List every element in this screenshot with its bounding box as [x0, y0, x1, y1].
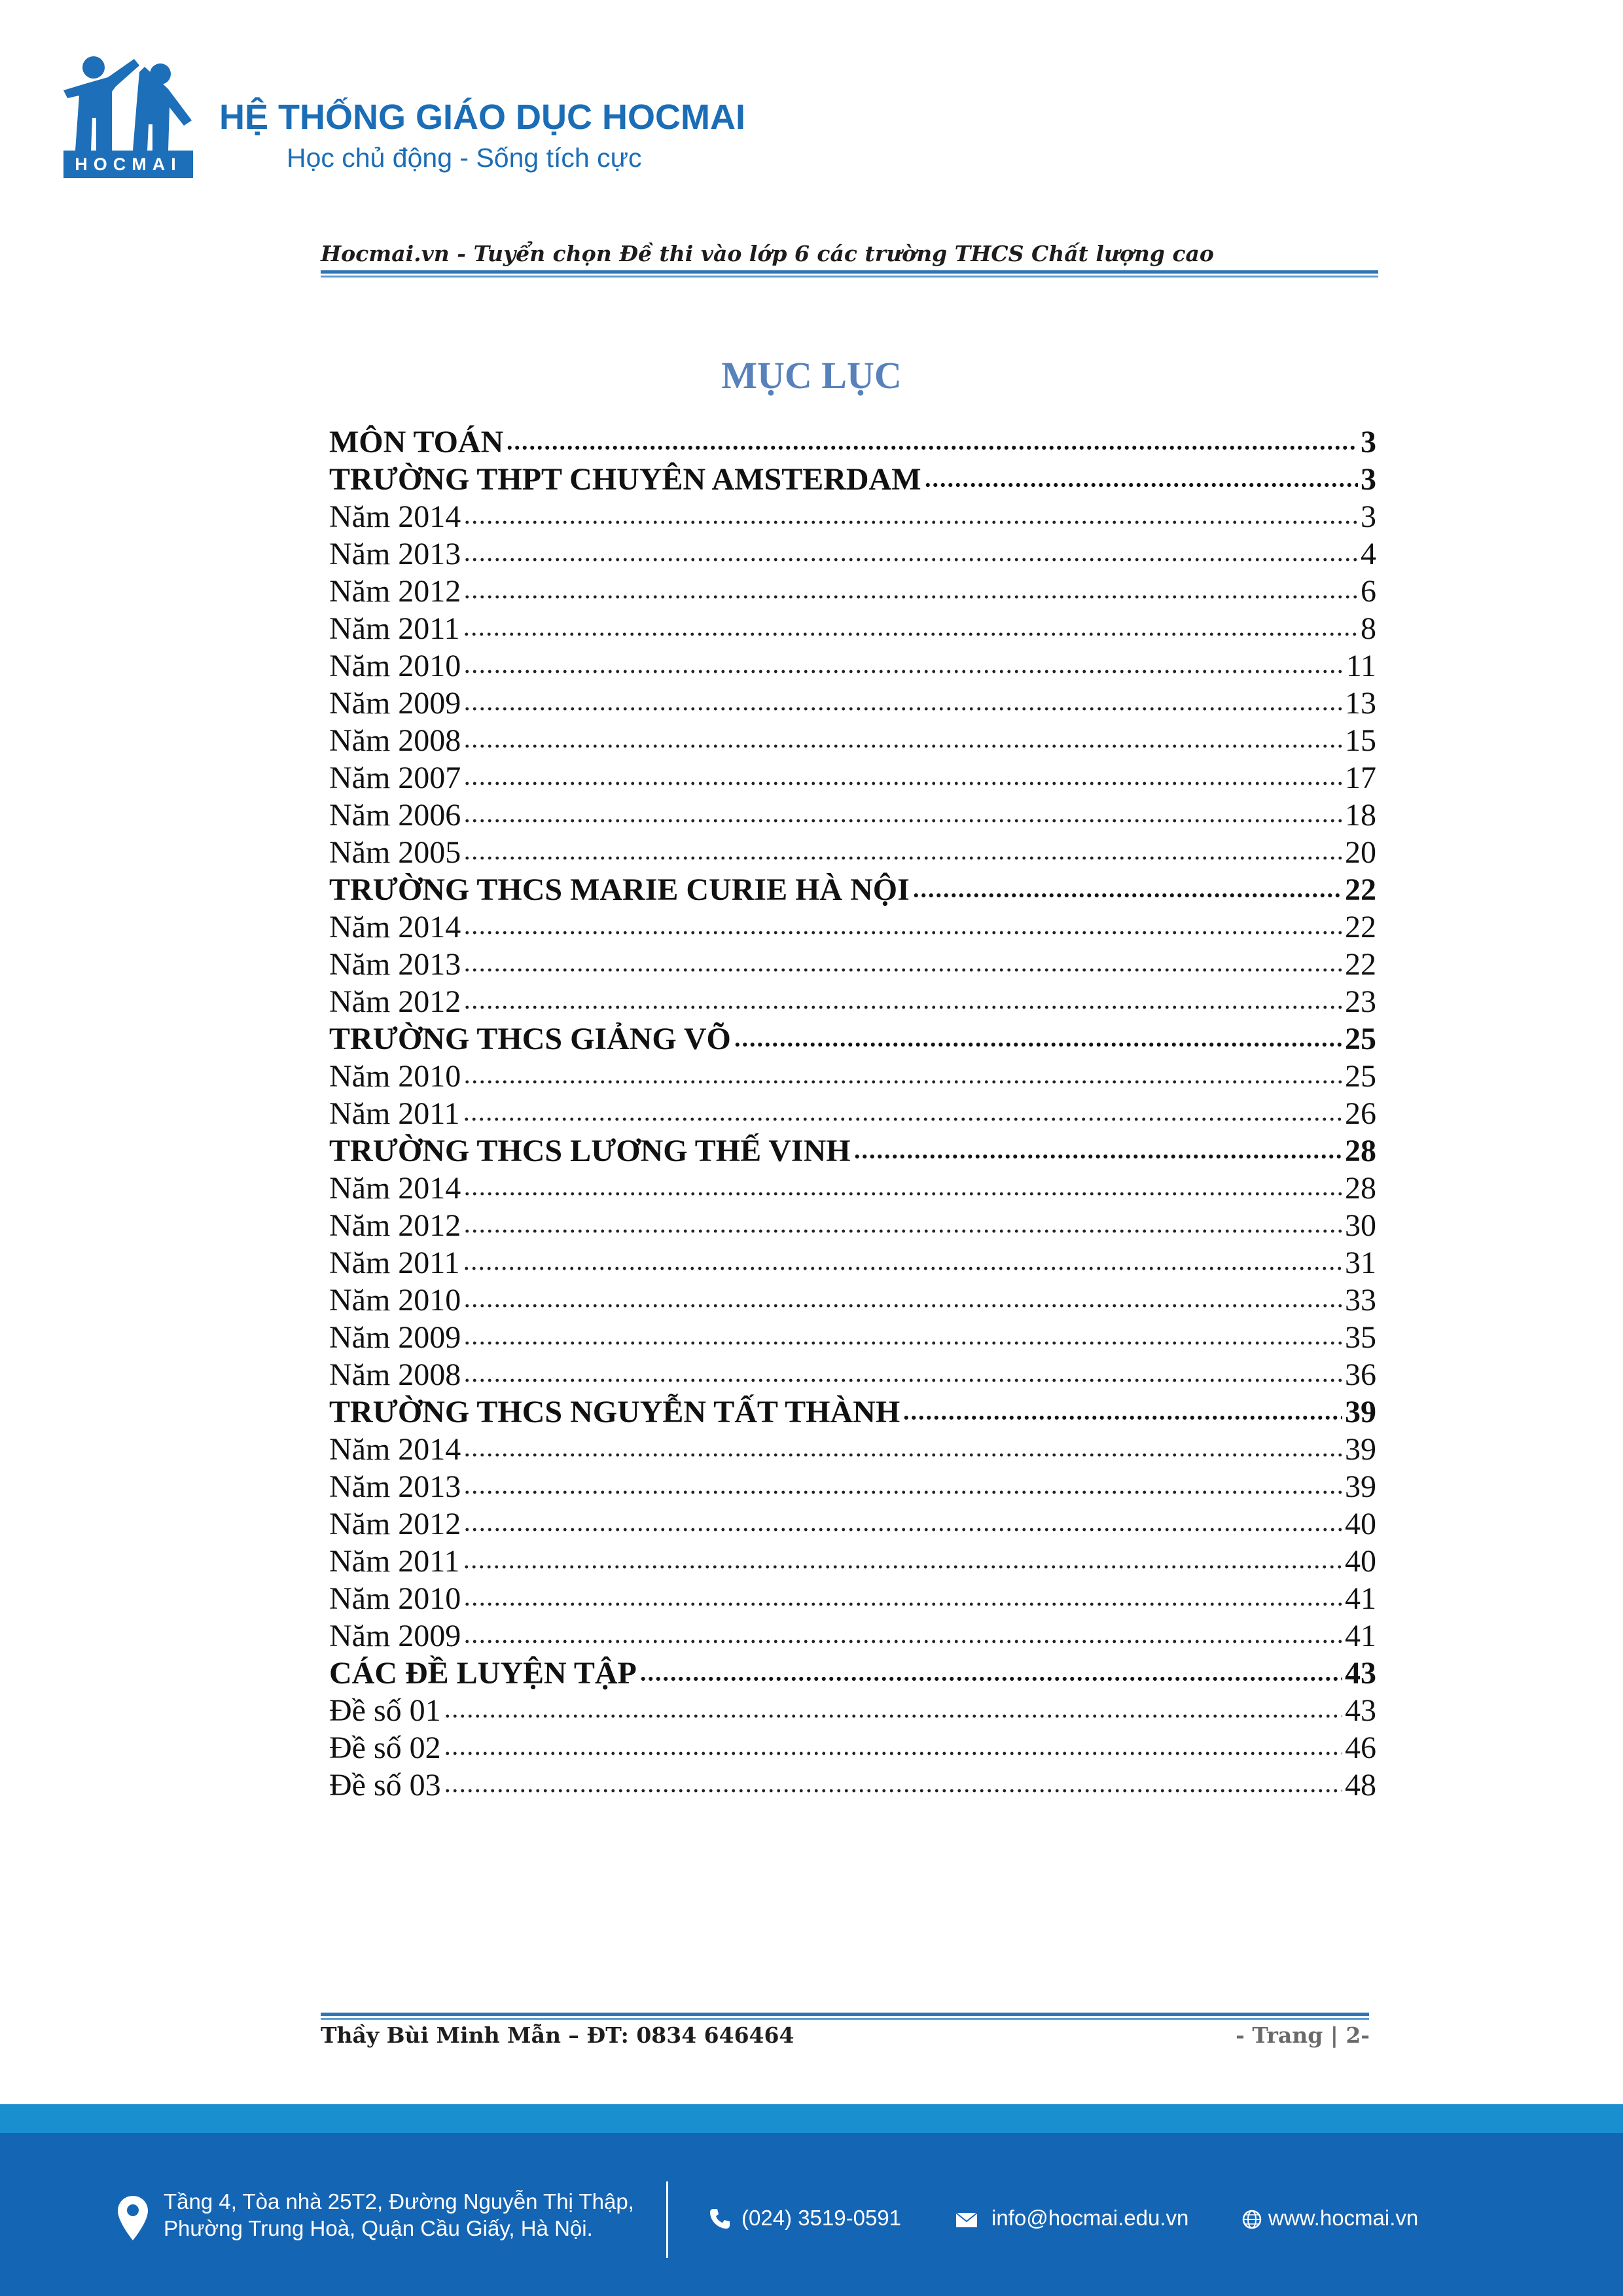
toc-entry-page: 3 [1361, 462, 1376, 497]
toc-dot-leader [463, 630, 1358, 639]
toc-entry-page: 13 [1345, 686, 1376, 721]
address-line-2: Phường Trung Hoà, Quận Cầu Giấy, Hà Nội. [164, 2216, 593, 2240]
toc-entry[interactable] [329, 1580, 1376, 1617]
toc-entry[interactable] [329, 1282, 1376, 1319]
toc-entry-page: 48 [1345, 1768, 1376, 1803]
toc-entry-label: Năm 2013 [329, 537, 461, 571]
toc-entry-page: 15 [1345, 723, 1376, 758]
toc-dot-leader [463, 1562, 1342, 1571]
toc-entry-page: 39 [1345, 1432, 1376, 1467]
toc-dot-leader [463, 816, 1342, 825]
toc-entry-page: 4 [1361, 537, 1376, 571]
toc-dot-leader [463, 1301, 1342, 1310]
toc-entry-page: 11 [1346, 649, 1376, 683]
toc-dot-leader [463, 592, 1358, 601]
toc-entry-label: Năm 2014 [329, 1171, 461, 1206]
toc-entry-label: Năm 2012 [329, 574, 461, 609]
toc-entry-label: Đề số 01 [329, 1693, 441, 1728]
toc-entry-page: 28 [1345, 1134, 1376, 1168]
toc-entry-label: Năm 2010 [329, 1581, 461, 1616]
toc-entry-page: 40 [1345, 1544, 1376, 1579]
toc-entry-page: 22 [1345, 872, 1376, 907]
header-rule [321, 270, 1378, 274]
running-header: Hocmai.vn - Tuyển chọn Đề thi vào lớp 6 các trường THCS Chất lượng cao [321, 241, 1214, 266]
toc-entry[interactable] [329, 573, 1376, 610]
toc-entry-page: 43 [1345, 1693, 1376, 1728]
toc-entry-label: Năm 2008 [329, 1357, 461, 1392]
toc-entry[interactable] [329, 1356, 1376, 1393]
toc-entry-page: 3 [1361, 499, 1376, 534]
toc-dot-leader [639, 1674, 1342, 1683]
footer-rule-thin [321, 2018, 1369, 2020]
toc-entry[interactable] [329, 647, 1376, 685]
toc-dot-leader [463, 704, 1342, 713]
contact-address [164, 2188, 634, 2242]
toc-entry-label: Năm 2011 [329, 1246, 460, 1280]
toc-entry-label: Năm 2013 [329, 1469, 461, 1504]
toc-dot-leader [463, 667, 1343, 676]
phone-icon [708, 2207, 732, 2231]
toc-entry[interactable] [329, 908, 1376, 946]
toc-entry-page: 17 [1345, 761, 1376, 795]
toc-entry-label: Năm 2012 [329, 1208, 461, 1243]
toc-entry-label: Năm 2014 [329, 1432, 461, 1467]
toc-title: MỤC LỤC [721, 354, 902, 397]
toc-entry[interactable] [329, 946, 1376, 983]
toc-dot-leader [853, 1152, 1342, 1161]
toc-entry-page: 18 [1345, 798, 1376, 833]
toc-entry-page: 41 [1345, 1581, 1376, 1616]
toc-dot-leader [444, 1786, 1342, 1795]
toc-entry[interactable] [329, 834, 1376, 871]
toc-entry[interactable] [329, 610, 1376, 647]
toc-entry-page: 8 [1361, 611, 1376, 646]
toc-entry-page: 39 [1345, 1395, 1376, 1429]
toc-entry-label: TRƯỜNG THCS GIẢNG VÕ [329, 1022, 731, 1056]
toc-entry[interactable] [329, 1543, 1376, 1580]
brand-name: HỆ THỐNG GIÁO DỤC HOCMAI [219, 98, 745, 137]
toc-entry-label: Năm 2009 [329, 1619, 461, 1653]
toc-entry-label: Đề số 02 [329, 1731, 441, 1765]
toc-entry-label: Năm 2011 [329, 1096, 460, 1131]
contact-website[interactable]: www.hocmai.vn [1268, 2206, 1419, 2230]
toc-entry-page: 22 [1345, 910, 1376, 944]
toc-entry[interactable] [329, 1095, 1376, 1132]
toc-dot-leader [912, 891, 1342, 900]
toc-section-entry[interactable] [329, 423, 1376, 461]
toc-entry[interactable] [329, 498, 1376, 535]
toc-dot-leader [463, 1227, 1342, 1236]
toc-dot-leader [463, 1376, 1342, 1385]
toc-dot-leader [463, 1637, 1342, 1646]
toc-section-entry[interactable] [329, 871, 1376, 908]
toc-entry-page: 3 [1361, 425, 1376, 459]
toc-dot-leader [463, 1600, 1342, 1609]
toc-entry-page: 20 [1345, 835, 1376, 870]
toc-dot-leader [444, 1712, 1342, 1721]
toc-dot-leader [463, 853, 1342, 863]
toc-entry-page: 39 [1345, 1469, 1376, 1504]
toc-entry-page: 26 [1345, 1096, 1376, 1131]
toc-entry[interactable] [329, 1170, 1376, 1207]
toc-entry-label: TRƯỜNG THPT CHUYÊN AMSTERDAM [329, 462, 921, 497]
toc-entry-label: Đề số 03 [329, 1768, 441, 1803]
toc-dot-leader [463, 1450, 1342, 1460]
toc-dot-leader [463, 518, 1358, 527]
toc-entry-page: 6 [1361, 574, 1376, 609]
toc-entry-label: Năm 2005 [329, 835, 461, 870]
toc-entry[interactable] [329, 759, 1376, 797]
toc-entry-label: MÔN TOÁN [329, 425, 504, 459]
toc-dot-leader [463, 965, 1342, 975]
page-number: - Trang | 2- [1236, 2022, 1370, 2048]
toc-dot-leader [463, 779, 1342, 788]
table-of-contents [329, 423, 1376, 1804]
toc-entry-label: Năm 2009 [329, 1320, 461, 1355]
toc-entry[interactable] [329, 1319, 1376, 1356]
email-icon [955, 2212, 978, 2228]
toc-entry[interactable] [329, 1244, 1376, 1282]
toc-entry[interactable] [329, 983, 1376, 1020]
toc-entry-label: CÁC ĐỀ LUYỆN TẬP [329, 1656, 637, 1691]
toc-entry[interactable] [329, 1058, 1376, 1095]
toc-dot-leader [463, 1077, 1342, 1086]
toc-section-entry[interactable] [329, 1020, 1376, 1058]
footer-band-top [0, 2104, 1623, 2133]
toc-entry[interactable] [329, 797, 1376, 834]
toc-entry[interactable] [329, 535, 1376, 573]
toc-dot-leader [463, 1189, 1342, 1198]
toc-dot-leader [463, 1115, 1342, 1124]
contact-email[interactable]: info@hocmai.edu.vn [991, 2206, 1189, 2230]
toc-entry-label: Năm 2012 [329, 984, 461, 1019]
toc-section-entry[interactable] [329, 1132, 1376, 1170]
toc-dot-leader [506, 443, 1358, 452]
toc-entry-page: 41 [1345, 1619, 1376, 1653]
toc-dot-leader [463, 1003, 1342, 1012]
toc-entry-label: Năm 2007 [329, 761, 461, 795]
toc-entry-page: 25 [1345, 1022, 1376, 1056]
toc-entry-page: 36 [1345, 1357, 1376, 1392]
toc-entry[interactable] [329, 1692, 1376, 1729]
toc-dot-leader [463, 928, 1342, 937]
brand-slogan: Học chủ động - Sống tích cực [287, 143, 642, 173]
people-logo-icon [62, 52, 196, 151]
toc-entry-page: 33 [1345, 1283, 1376, 1318]
toc-entry-page: 35 [1345, 1320, 1376, 1355]
toc-entry[interactable] [329, 1505, 1376, 1543]
toc-entry[interactable] [329, 1207, 1376, 1244]
toc-entry-label: Năm 2010 [329, 1059, 461, 1094]
toc-entry-label: Năm 2010 [329, 1283, 461, 1318]
toc-dot-leader [463, 1264, 1342, 1273]
toc-entry-page: 40 [1345, 1507, 1376, 1541]
globe-icon [1242, 2210, 1262, 2229]
toc-entry-page: 46 [1345, 1731, 1376, 1765]
footer-author: Thầy Bùi Minh Mẫn – ĐT: 0834 646464 [321, 2022, 794, 2048]
toc-entry-page: 31 [1345, 1246, 1376, 1280]
toc-section-entry[interactable] [329, 1393, 1376, 1431]
toc-entry-label: Năm 2006 [329, 798, 461, 833]
contact-divider [666, 2181, 668, 2258]
toc-entry-label: Năm 2011 [329, 1544, 460, 1579]
toc-dot-leader [463, 1525, 1342, 1534]
toc-entry[interactable] [329, 1767, 1376, 1804]
address-line-1: Tầng 4, Tòa nhà 25T2, Đường Nguyễn Thị Thập, [164, 2189, 634, 2214]
toc-entry[interactable] [329, 1468, 1376, 1505]
toc-entry[interactable] [329, 685, 1376, 722]
toc-dot-leader [463, 1338, 1342, 1348]
toc-dot-leader [463, 555, 1358, 564]
toc-entry[interactable] [329, 1431, 1376, 1468]
header-rule-thin [321, 276, 1378, 278]
toc-entry[interactable] [329, 1729, 1376, 1767]
toc-entry-label: Năm 2012 [329, 1507, 461, 1541]
toc-entry[interactable] [329, 1617, 1376, 1655]
toc-dot-leader [463, 1488, 1342, 1497]
toc-entry-label: TRƯỜNG THCS MARIE CURIE HÀ NỘI [329, 872, 910, 907]
toc-entry-label: Năm 2010 [329, 649, 461, 683]
toc-entry-label: Năm 2009 [329, 686, 461, 721]
toc-entry-label: Năm 2014 [329, 910, 461, 944]
toc-entry[interactable] [329, 722, 1376, 759]
toc-entry-label: Năm 2011 [329, 611, 460, 646]
toc-entry-label: Năm 2013 [329, 947, 461, 982]
toc-dot-leader [444, 1749, 1342, 1758]
toc-entry-label: TRƯỜNG THCS NGUYỄN TẤT THÀNH [329, 1395, 901, 1429]
logo-badge: HOCMAI [63, 151, 193, 178]
toc-entry-page: 23 [1345, 984, 1376, 1019]
toc-section-entry[interactable] [329, 1655, 1376, 1692]
toc-entry-label: Năm 2008 [329, 723, 461, 758]
toc-entry-page: 43 [1345, 1656, 1376, 1691]
toc-dot-leader [734, 1040, 1342, 1049]
brand-header [62, 52, 847, 183]
toc-entry-page: 28 [1345, 1171, 1376, 1206]
toc-entry-label: TRƯỜNG THCS LƯƠNG THẾ VINH [329, 1134, 851, 1168]
toc-section-entry[interactable] [329, 461, 1376, 498]
toc-entry-page: 25 [1345, 1059, 1376, 1094]
footer-rule [321, 2013, 1369, 2016]
toc-dot-leader [902, 1413, 1342, 1422]
toc-entry-label: Năm 2014 [329, 499, 461, 534]
toc-dot-leader [463, 742, 1342, 751]
hocmai-logo [62, 52, 196, 180]
location-pin-icon [116, 2195, 149, 2242]
toc-entry-page: 22 [1345, 947, 1376, 982]
toc-entry-page: 30 [1345, 1208, 1376, 1243]
toc-dot-leader [924, 480, 1358, 490]
contact-phone[interactable]: (024) 3519-0591 [741, 2206, 902, 2230]
